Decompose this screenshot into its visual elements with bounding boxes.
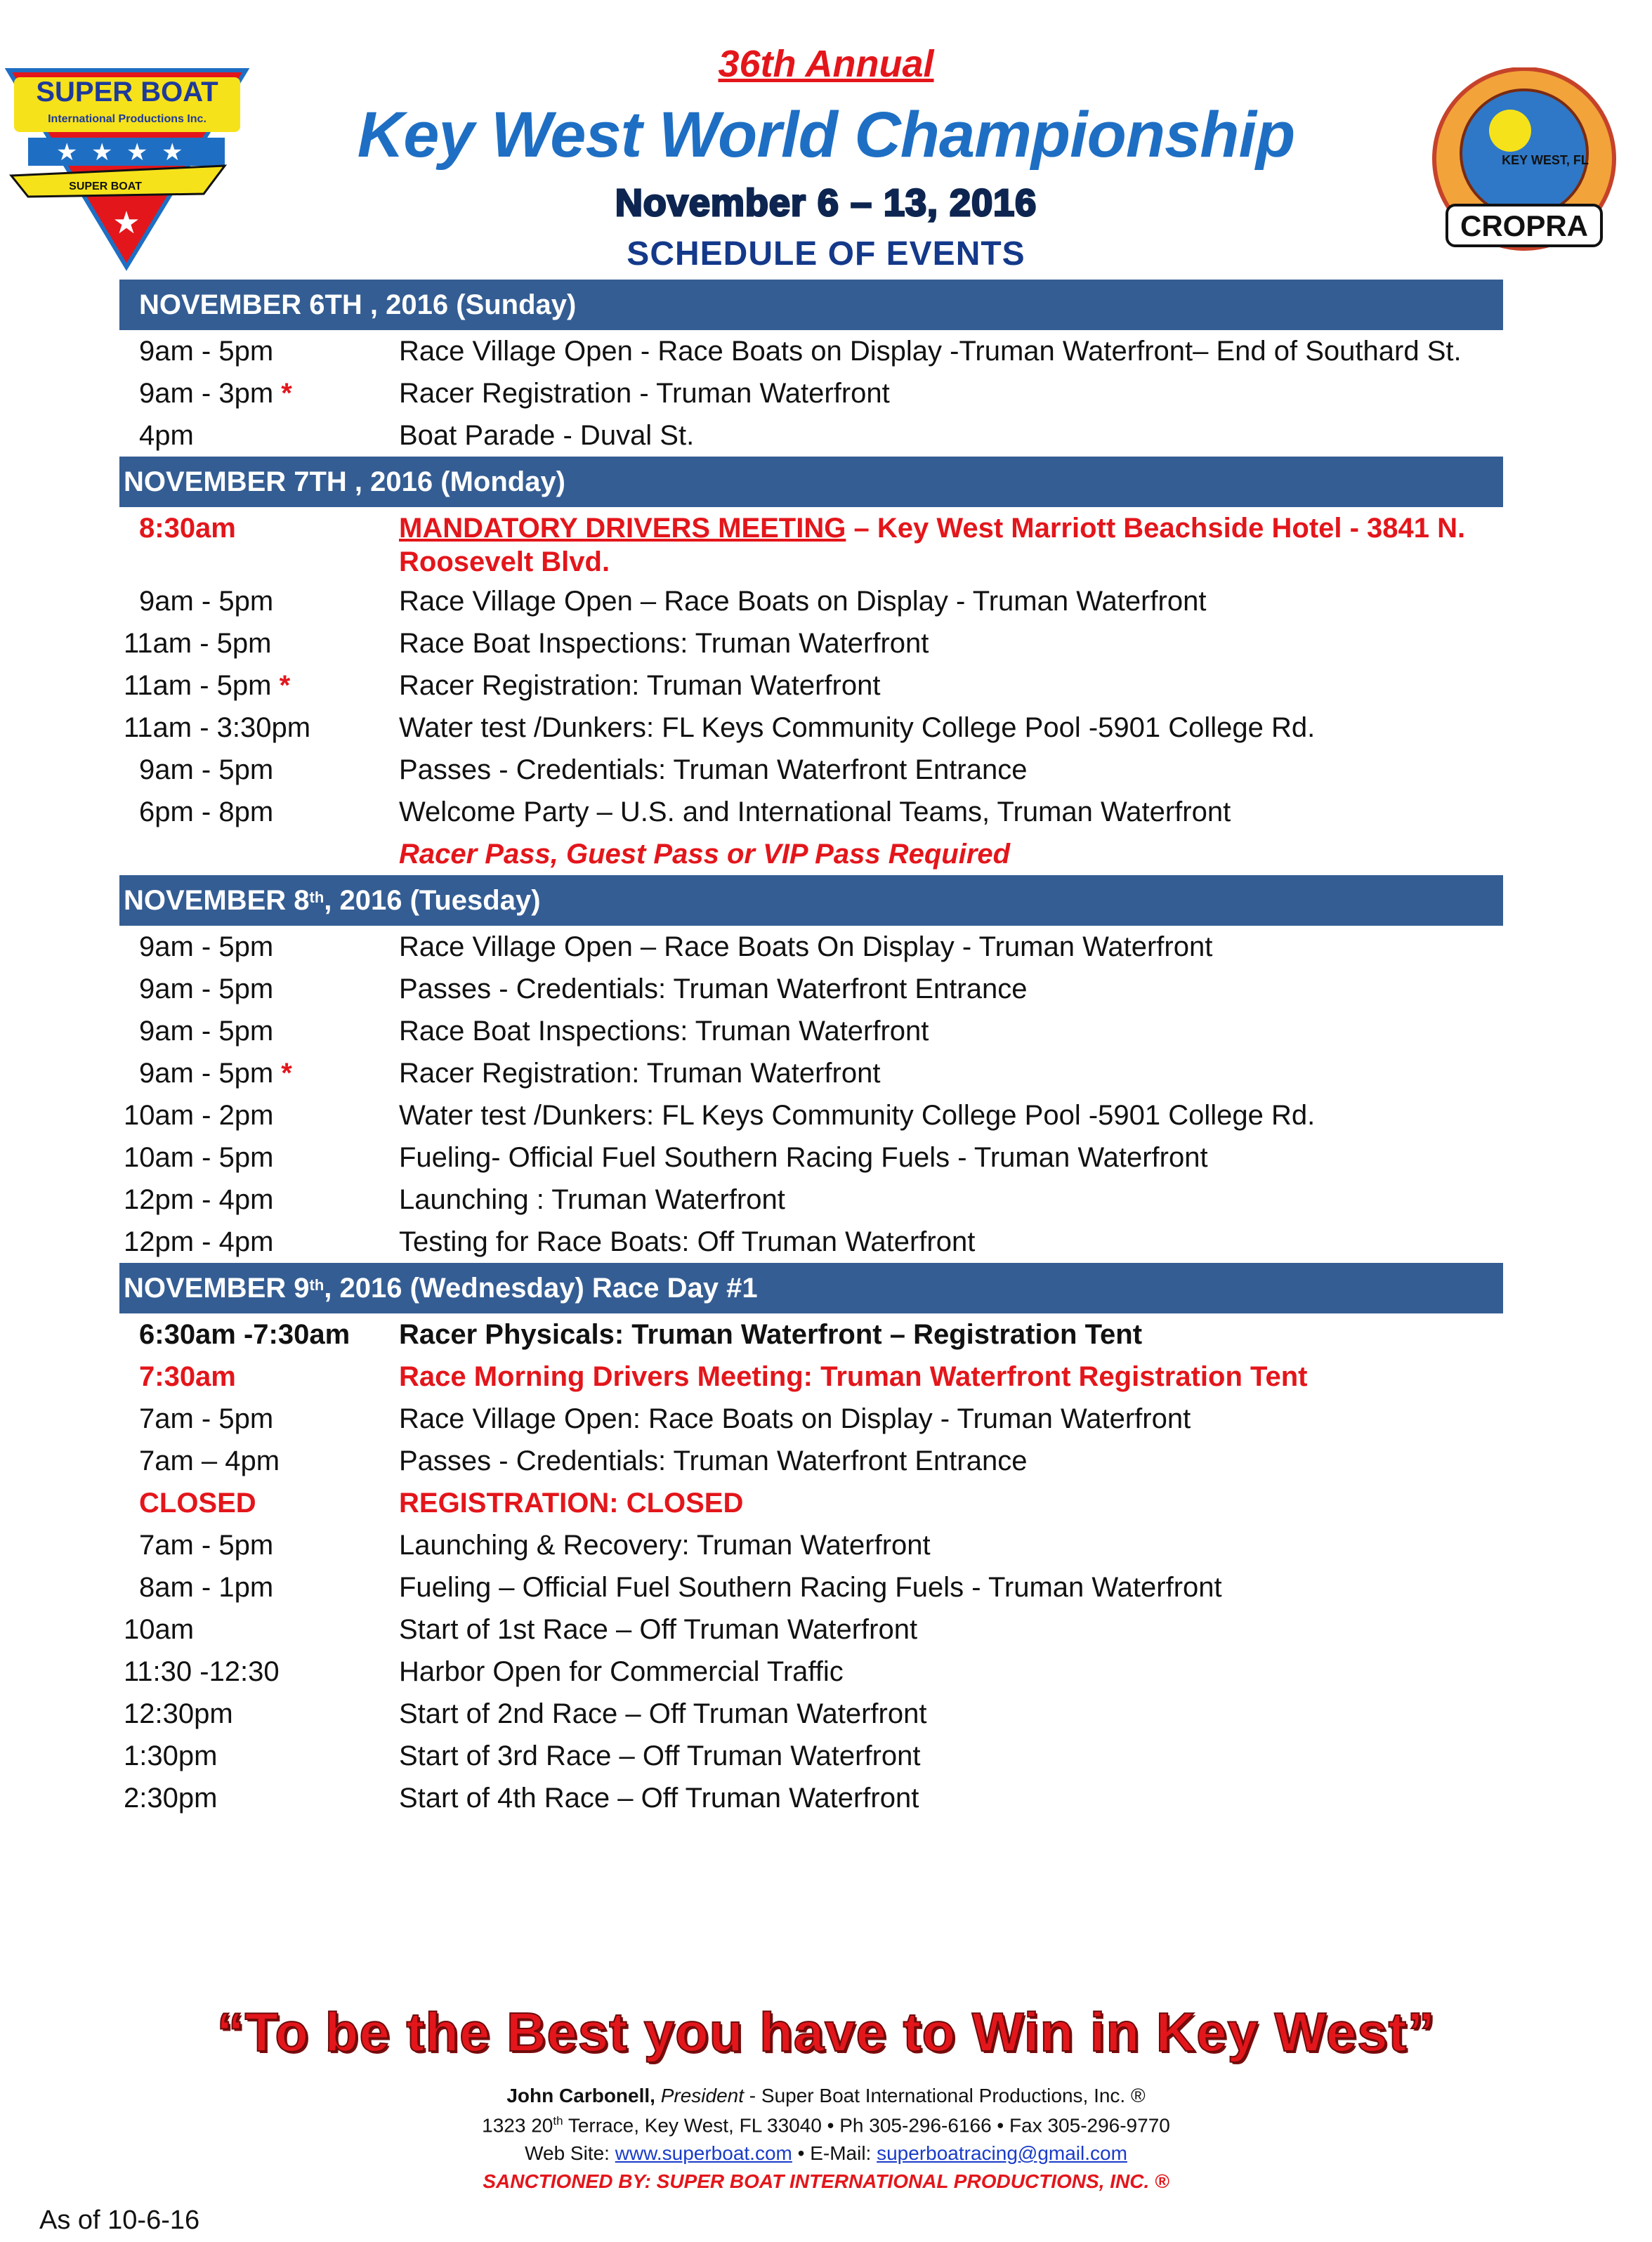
event-row: 11am - 3:30pm Water test /Dunkers: FL Keys Community College Pool -5901 College Rd. xyxy=(124,712,1316,743)
event-row: 10am - 5pm Fueling- Official Fuel Southern Racing Fuels - Truman Waterfront xyxy=(124,1142,1208,1173)
star-icon: ★ xyxy=(91,139,113,166)
event-row: 12pm - 4pm Testing for Race Boats: Off Truman Waterfront xyxy=(124,1226,976,1257)
page-title: Key West World Championship xyxy=(357,99,1295,171)
event-row: 7am - 5pm Race Village Open: Race Boats on Display - Truman Waterfront xyxy=(139,1403,1191,1434)
event-row: 9am - 5pm Race Village Open – Race Boats on Display - Truman Waterfront xyxy=(139,586,1207,617)
footer-sanction: SANCTIONED BY: SUPER BOAT INTERNATIONAL PRODUCTIONS, INC. ® xyxy=(483,2170,1169,2192)
event-row: 9am - 5pm Race Boat Inspections: Truman Waterfront xyxy=(139,1016,929,1047)
svg-text:KEY WEST, FL: KEY WEST, FL xyxy=(1502,153,1589,167)
event-row: 12:30pm Start of 2nd Race – Off Truman Waterfront xyxy=(124,1698,927,1729)
event-row: 11am - 5pm * Racer Registration: Truman Waterfront xyxy=(124,670,881,701)
event-row: 7:30am Race Morning Drivers Meeting: Truman Waterfront Registration Tent xyxy=(139,1361,1308,1392)
event-row: 6pm - 8pm Welcome Party – U.S. and International Teams, Truman Waterfront xyxy=(139,796,1231,827)
event-row: 11am - 5pm Race Boat Inspections: Truman Waterfront xyxy=(124,628,929,659)
day-header-nov-7: NOVEMBER 7TH , 2016 (Monday) xyxy=(119,457,1503,507)
event-row: 9am - 5pm Race Village Open – Race Boats On Display - Truman Waterfront xyxy=(139,931,1213,962)
day-header-nov-9: NOVEMBER 9 $^{th}$ , 2016 (Wednesday) Race Day #1 xyxy=(119,1263,1503,1313)
event-row: 8am - 1pm Fueling – Official Fuel Southern Racing Fuels - Truman Waterfront xyxy=(139,1572,1222,1603)
star-icon: ★ xyxy=(162,139,183,166)
footer-contact: Web Site: www.superboat.com • E-Mail: superboatracing@gmail.com xyxy=(525,2142,1127,2164)
footer-president: John Carbonell, President - Super Boat International Productions, Inc. ® xyxy=(506,2085,1146,2106)
event-row: 9am - 5pm Passes - Credentials: Truman Waterfront Entrance xyxy=(139,973,1028,1004)
event-row: 8:30am MANDATORY DRIVERS MEETING – Key West Marriott Beachside Hotel - 3841 N. Roosevelt Blvd. xyxy=(139,513,1466,577)
event-row: 6:30am -7:30am Racer Physicals: Truman Waterfront – Registration Tent xyxy=(139,1319,1143,1350)
star-icon: ★ xyxy=(56,139,78,166)
as-of-date: As of 10-6-16 xyxy=(39,2205,200,2235)
star-icon: ★ xyxy=(126,139,148,166)
svg-text:SUPER BOAT: SUPER BOAT xyxy=(69,181,142,192)
website-link[interactable]: www.superboat.com xyxy=(615,2142,792,2164)
star-icon: ★ xyxy=(112,206,140,240)
event-row: 10am - 2pm Water test /Dunkers: FL Keys Community College Pool -5901 College Rd. xyxy=(124,1100,1316,1131)
super-boat-logo-subtext: International Productions Inc. xyxy=(48,113,206,125)
schedule-table xyxy=(119,280,1503,1819)
slogan: “To be the Best you have to Win in Key West” xyxy=(216,2001,1436,2063)
cropra-text: CROPRA xyxy=(1460,209,1589,242)
event-row: 4pm Boat Parade - Duval St. xyxy=(139,420,695,451)
event-row: CLOSED REGISTRATION: CLOSED xyxy=(139,1488,744,1519)
event-row: 7am – 4pm Passes - Credentials: Truman Waterfront Entrance xyxy=(139,1446,1028,1476)
email-link[interactable]: superboatracing@gmail.com xyxy=(877,2142,1127,2164)
annual-label: 36th Annual xyxy=(718,43,934,85)
footer-address: 1323 20th Terrace, Key West, FL 33040 • Ph 305-296-6166 • Fax 305-296-9770 xyxy=(482,2114,1170,2137)
event-row: 7am - 5pm Launching & Recovery: Truman Waterfront xyxy=(139,1530,931,1561)
event-row: 12pm - 4pm Launching : Truman Waterfront xyxy=(124,1184,785,1215)
super-boat-logo-text: SUPER BOAT xyxy=(36,77,218,107)
day-header-nov-8: NOVEMBER 8 $^{th}$ , 2016 (Tuesday) xyxy=(119,875,1503,926)
day-header-nov-6: NOVEMBER 6TH , 2016 (Sunday) xyxy=(119,280,1503,330)
event-row: 1:30pm Start of 3rd Race – Off Truman Waterfront xyxy=(124,1740,921,1771)
event-row: 11:30 -12:30 Harbor Open for Commercial Traffic xyxy=(124,1656,844,1687)
event-row: 10am Start of 1st Race – Off Truman Waterfront xyxy=(124,1614,918,1645)
event-note: Racer Pass, Guest Pass or VIP Pass Required xyxy=(399,839,1011,870)
schedule-heading: SCHEDULE OF EVENTS xyxy=(627,235,1025,273)
event-row: 9am - 3pm * Racer Registration - Truman Waterfront xyxy=(139,378,890,409)
event-dates: November 6 – 13, 2016 xyxy=(615,182,1037,224)
event-row: 9am - 5pm Race Village Open - Race Boats on Display -Truman Waterfront– End of Southard St. xyxy=(139,336,1462,367)
event-row: 9am - 5pm Passes - Credentials: Truman Waterfront Entrance xyxy=(139,754,1028,785)
event-row: 9am - 5pm * Racer Registration: Truman Waterfront xyxy=(139,1058,881,1089)
event-row: 2:30pm Start of 4th Race – Off Truman Waterfront xyxy=(124,1783,919,1814)
